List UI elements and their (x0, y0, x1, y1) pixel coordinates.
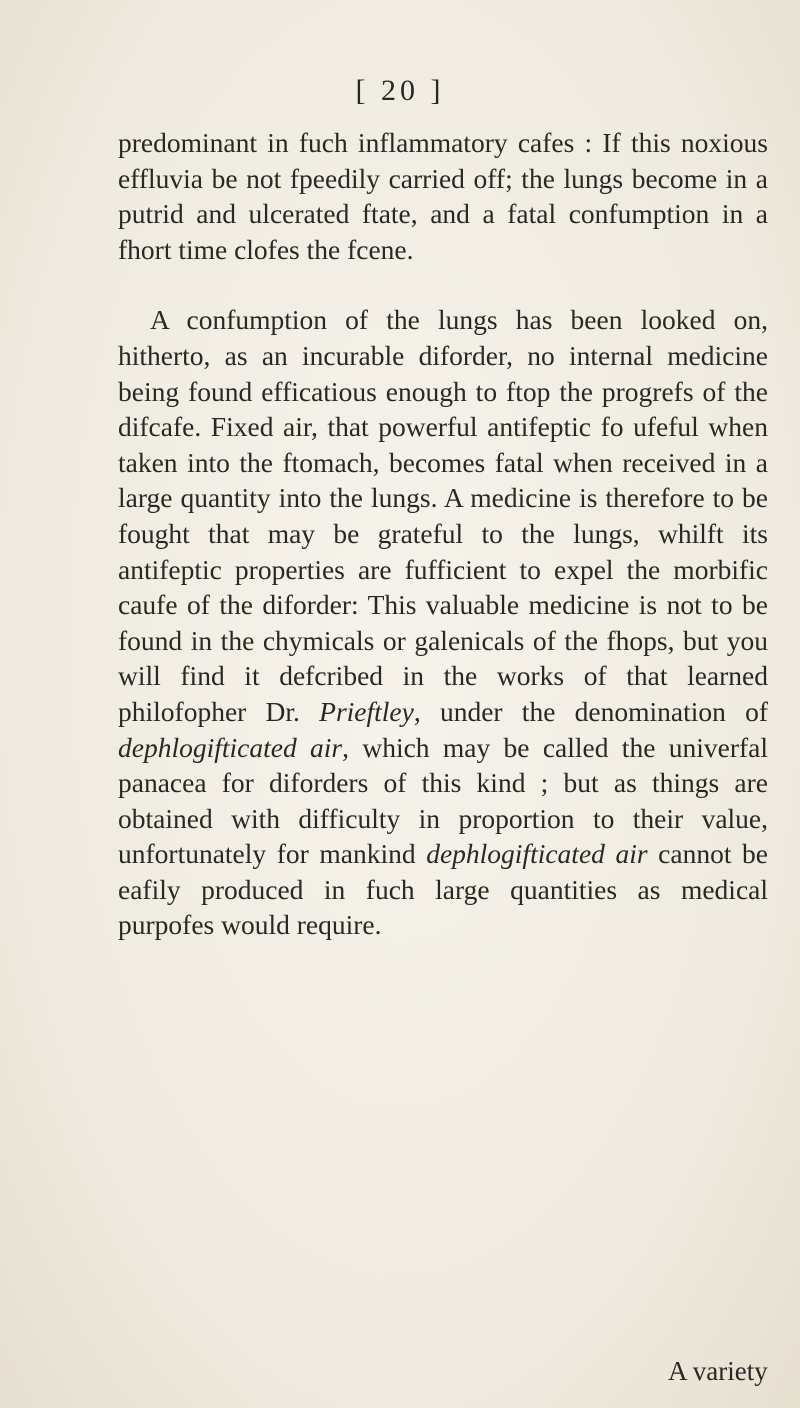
text-segment: predominant in fuch inflammatory cafes : If this noxious effluvia be not fpeedily carried off; the lungs become in a putrid and ulcerated ftate, and a fatal confumption in a fhort time clofes the fcene. (118, 127, 768, 265)
body-text (118, 125, 768, 943)
italic-term: dephlogifticated air (426, 838, 648, 870)
text-segment: cannot be eafily produced in fuch large quantities as medical purpofes would require. (118, 838, 768, 941)
paragraph-2 (118, 302, 768, 943)
text-segment: A confumption of the lungs has been looked on, hitherto, as an incurable diforder, no internal medicine being found efficatious enough to ftop the progrefs of the difcafe. Fixed air, that powerful antifeptic fo ufeful when taken into the ftomach, becomes fatal when received in a large quantity into the lungs. A medicine is therefore to be fought that may be grateful to the lungs, whilft its antifeptic properties are fufficient to expel the morbific caufe of the diforder: This valuable medicine is not to be found in the chymicals or galenicals of the fhops, but you will find it defcribed in the works of that learned philofopher Dr. (118, 304, 768, 727)
page-number: [ 20 ] (355, 74, 445, 107)
text-segment: , under the denomination of (413, 695, 768, 727)
catchword: A variety (668, 1356, 768, 1386)
paragraph-1 (118, 125, 768, 267)
italic-name-priestley: Prieftley (319, 695, 414, 727)
italic-term: dephlogifticated air (118, 731, 343, 763)
text-segment: , which may be called the univerfal panacea for diforders of this kind ; but as things are obtained with difficulty in proportion to their value, unfortunately for mankind (118, 731, 768, 870)
